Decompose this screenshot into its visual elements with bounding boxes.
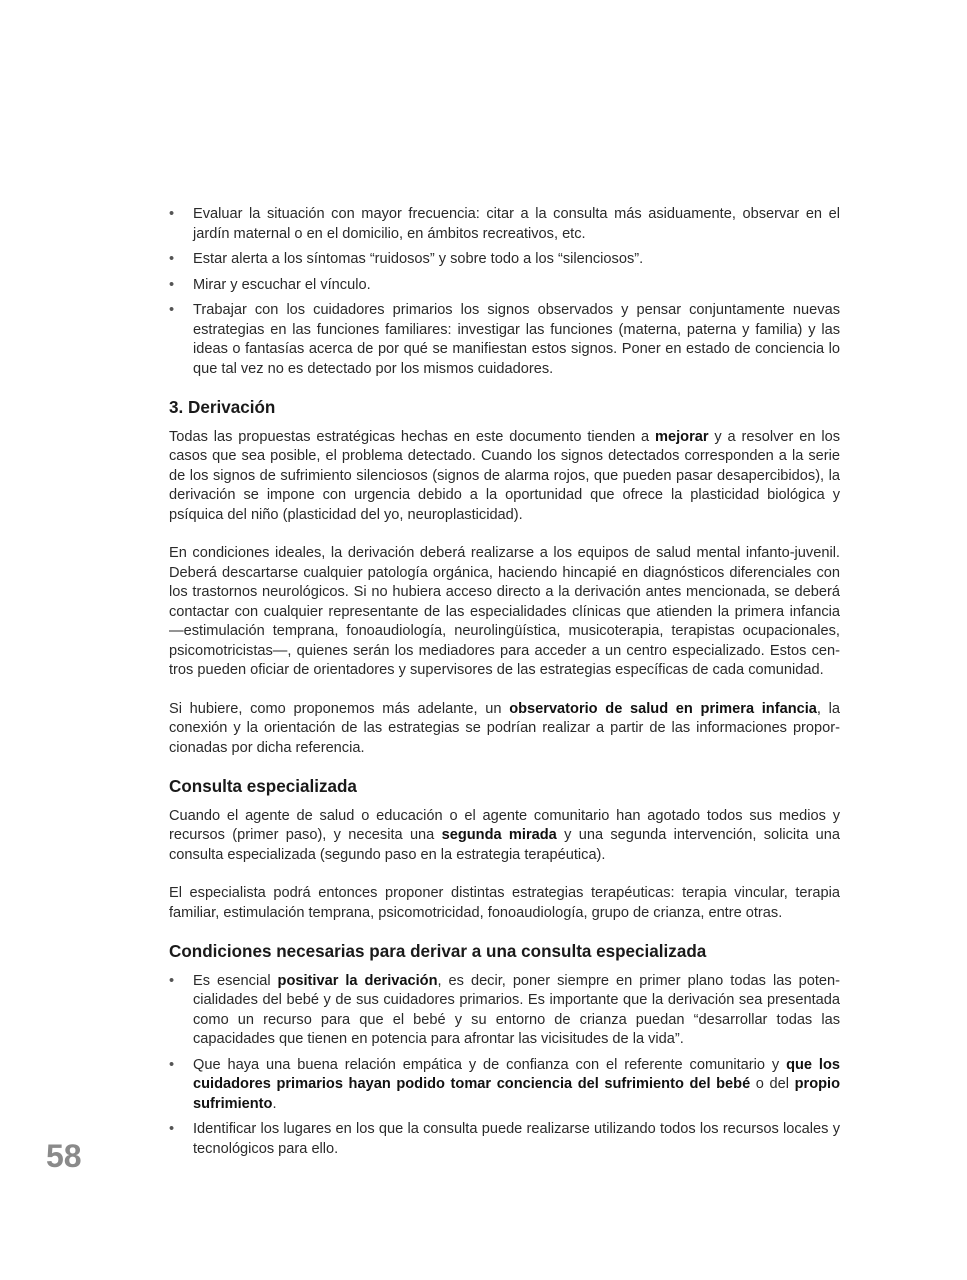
- list-item: • Estar alerta a los síntomas “ruidosos” y sobre todo a los “silenciosos”.: [169, 250, 840, 270]
- list-item: • Evaluar la situación con mayor frecuencia: citar a la consulta más asiduamente, observar en el jardín maternal o en el domicilio, en ámbitos recreativos, etc.: [169, 205, 840, 244]
- paragraph-consulta-2: El especialista podrá entonces proponer distintas estrategias terapéuticas: terapia vincular, terapia familiar, estimulación temprana, psicomotricidad, fonoaudiología, grupo de crianza, entre otras.: [169, 885, 840, 921]
- section-heading-derivacion: 3. Derivación: [169, 398, 276, 417]
- section-heading-consulta: Consulta especializada: [169, 777, 357, 796]
- bullet-list-strategies: [169, 205, 840, 379]
- paragraph-derivacion-2: En condiciones ideales, la derivación deberá realizarse a los equipos de salud mental infanto-juvenil. Deberá descartarse cualquier patología orgánica, haciendo hincapié en diagnósticos diferenciales con los trastornos neurológicos. Si no hubiera acceso directo a la derivación antes mencionada, se deberá contactar con cualquier representante de las especialidades clínicas que atienden la primera infancia —estimulación temprana, fonoaudiología, neurolingüística, musicoterapia, terapistas ocupacionales, psicomotricistas—, quienes serán los mediadores para acceder a un centro especializado. Estos centros pueden oficiar de orientadores y supervisores de las estrategias específicas de cada comunidad.: [169, 545, 840, 678]
- paragraph-derivacion-1: Todas las propuestas estratégicas hechas en este documento tienden a mejorar y a resolver en los casos que sea posible, el problema detectado. Cuando los signos detectados corresponden a la serie de los signos de sufrimiento silenciosos (signos de alarma rojos, que pueden pasar desapercibidos), la derivación se impone con urgencia debido a la oportunidad que ofrece la plasticidad biológica y psíquica del niño (plasticidad del yo, neuroplasticidad).: [169, 428, 840, 523]
- bullet-list-conditions: [169, 972, 840, 1160]
- list-item: • Identificar los lugares en los que la consulta puede realizarse utilizando todos los recursos locales y tecnológicos para ello.: [169, 1120, 840, 1159]
- list-item: • Mirar y escuchar el vínculo.: [169, 276, 840, 296]
- paragraph-derivacion-3: Si hubiere, como proponemos más adelante, un observatorio de salud en primera infancia, la conexión y la orientación de las estrategias se podrían realizar a partir de las informaciones proporcionadas por dicha referencia.: [169, 700, 841, 756]
- list-item: • Que haya una buena relación empática y de confianza con el referente comunitario y que los cuidadores primarios hayan podido tomar conciencia del sufrimiento del bebé o del propio sufrimiento.: [169, 1056, 840, 1115]
- section-heading-condiciones: Condiciones necesarias para derivar a una consulta especializada: [169, 942, 707, 961]
- paragraph-consulta-1: Cuando el agente de salud o educación o el agente comunitario han agotado todos sus medios y recursos (primer paso), y necesita una segunda mirada y una segunda intervención, solicita una consulta especializada (segundo paso en la estrategia terapéutica).: [169, 807, 841, 863]
- list-item: • Es esencial positivar la derivación, es decir, poner siempre en primer plano todas las potencialidades del bebé y de sus cuidadores primarios. Es importante que la derivación sea presentada como un recurso para que el bebé y su entorno de crianza puedan “desarrollar todas las capacidades que tienen en potencia para afrontar las vicisitudes de la vida”.: [169, 972, 840, 1050]
- list-item: • Trabajar con los cuidadores primarios los signos observados y pensar conjuntamente nuevas estrategias en las funciones familiares: investigar las funciones (materna, paterna y familia) y las ideas o fantasías acerca de por qué se manifiestan estos signos. Poner en estado de conciencia lo que tal vez no es detectado por los mismos cuidadores.: [169, 301, 840, 379]
- page-content: [169, 205, 840, 1165]
- page-number: 58: [46, 1138, 82, 1174]
